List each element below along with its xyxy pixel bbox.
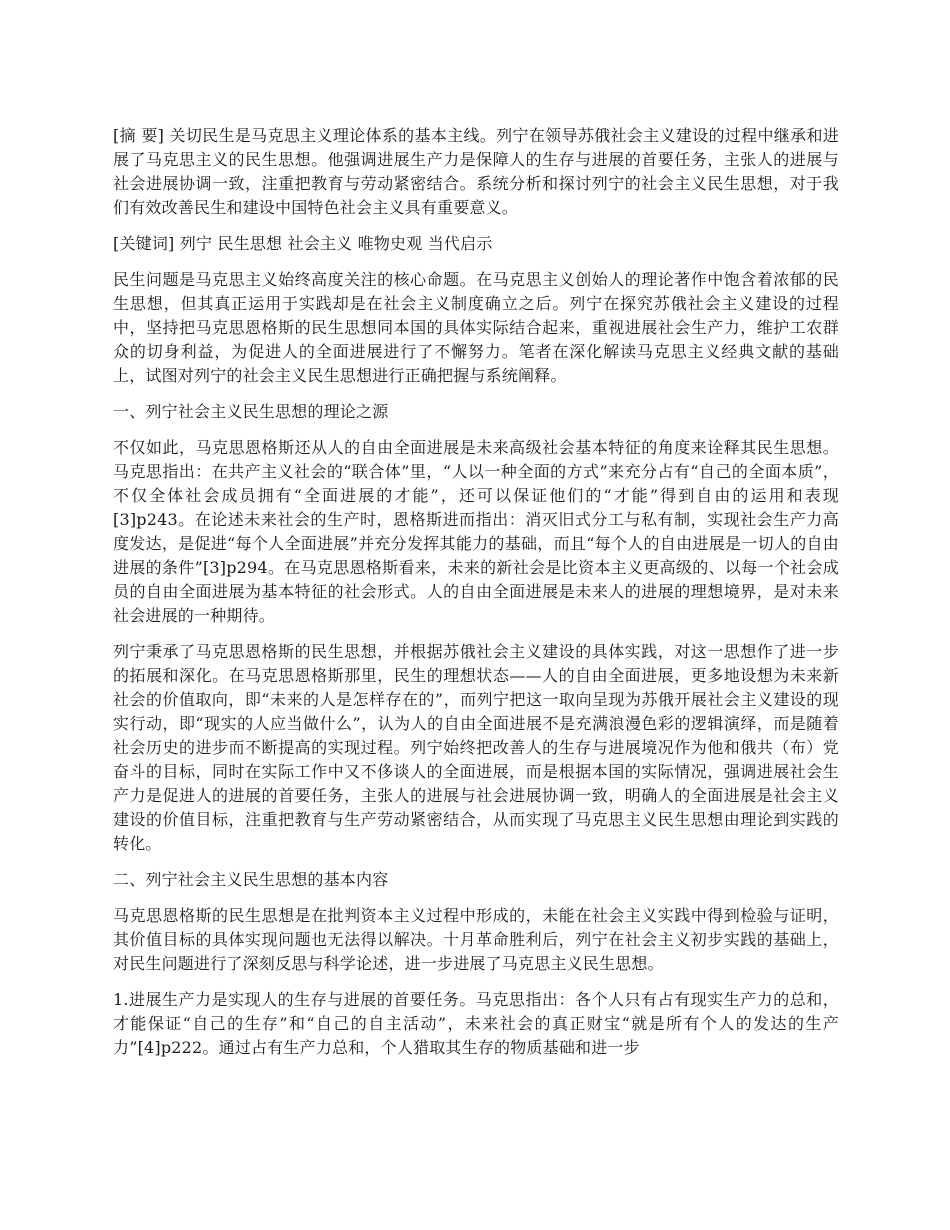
section-heading-2: 二、列宁社会主义民生思想的基本内容 bbox=[113, 870, 389, 889]
section-heading-1: 一、列宁社会主义民生思想的理论之源 bbox=[113, 402, 389, 421]
intro-paragraph: 民生问题是马克思主义始终高度关注的核心命题。在马克思主义创始人的理论著作中饱含着浓郁的民生思想，但其真正运用于实践却是在社会主义制度确立之后。列宁在探究苏俄社会主义建设的过程中，坚持把马克思恩格斯的民生思想同本国的具体实际结合起来，重视进展社会生产力，维护工农群众的切身利益，为促进人的全面进展进行了不懈努力。笔者在深化解读马克思主义经典文献的基础上，试图对列宁的社会主义民生思想进行正确把握与系统阐释。 bbox=[113, 270, 839, 385]
body-paragraph: 1.进展生产力是实现人的生存与进展的首要任务。马克思指出：各个人只有占有现实生产力的总和，才能保证“自己的生存”和“自己的自主活动”，未来社会的真正财宝“就是所有个人的发达的生产力”[4]p222。通过占有生产力总和，个人猎取其生存的物质基础和进一步 bbox=[113, 990, 839, 1057]
body-paragraph: 列宁秉承了马克思恩格斯的民生思想，并根据苏俄社会主义建设的具体实践，对这一思想作了进一步的拓展和深化。在马克思恩格斯那里，民生的理想状态——人的自由全面进展，更多地设想为未来新社会的价值取向，即“未来的人是怎样存在的”，而列宁把这一取向呈现为苏俄开展社会主义建设的现实行动，即“现实的人应当做什么”，认为人的自由全面进展不是充满浪漫色彩的逻辑演绎，而是随着社会历史的进步而不断提高的实现过程。列宁始终把改善人的生存与进展境况作为他和俄共（布）党奋斗的目标，同时在实际工作中又不侈谈人的全面进展，而是根据本国的实际情况，强调进展社会生产力是促进人的进展的首要任务，主张人的进展与社会进展协调一致，明确人的全面进展是社会主义建设的价值目标，注重把教育与生产劳动紧密结合，从而实现了马克思主义民生思想由理论到实践的转化。 bbox=[113, 642, 839, 853]
body-paragraph: 马克思恩格斯的民生思想是在批判资本主义过程中形成的，未能在社会主义实践中得到检验与证明，其价值目标的具体实现问题也无法得以解决。十月革命胜利后，列宁在社会主义初步实践的基础上，对民生问题进行了深刻反思与科学论述，进一步进展了马克思主义民生思想。 bbox=[113, 906, 839, 973]
abstract-paragraph: [摘 要] 关切民生是马克思主义理论体系的基本主线。列宁在领导苏俄社会主义建设的过程中继承和进展了马克思主义的民生思想。他强调进展生产力是保障人的生存与进展的首要任务，主张人的进展与社会进展协调一致，注重把教育与劳动紧密结合。系统分析和探讨列宁的社会主义民生思想，对于我们有效改善民生和建设中国特色社会主义具有重要意义。 bbox=[113, 126, 839, 217]
keywords-paragraph: [关键词] 列宁 民生思想 社会主义 唯物史观 当代启示 bbox=[113, 234, 493, 253]
body-paragraph: 不仅如此，马克思恩格斯还从人的自由全面进展是未来高级社会基本特征的角度来诠释其民生思想。马克思指出：在共产主义社会的“联合体”里，“人以一种全面的方式”来充分占有“自己的全面本质”，不仅全体社会成员拥有“全面进展的才能”，还可以保证他们的“才能”得到自由的运用和表现[3]p243。在论述未来社会的生产时，恩格斯进而指出：消灭旧式分工与私有制，实现社会生产力高度发达，是促进“每个人全面进展”并充分发挥其能力的基础，而且“每个人的自由进展是一切人的自由进展的条件”[3]p294。在马克思恩格斯看来，未来的新社会是比资本主义更高级的、以每一个社会成员的自由全面进展为基本特征的社会形式。人的自由全面进展是未来人的进展的理想境界，是对未来社会进展的一种期待。 bbox=[113, 438, 839, 625]
document-body bbox=[113, 124, 839, 1072]
